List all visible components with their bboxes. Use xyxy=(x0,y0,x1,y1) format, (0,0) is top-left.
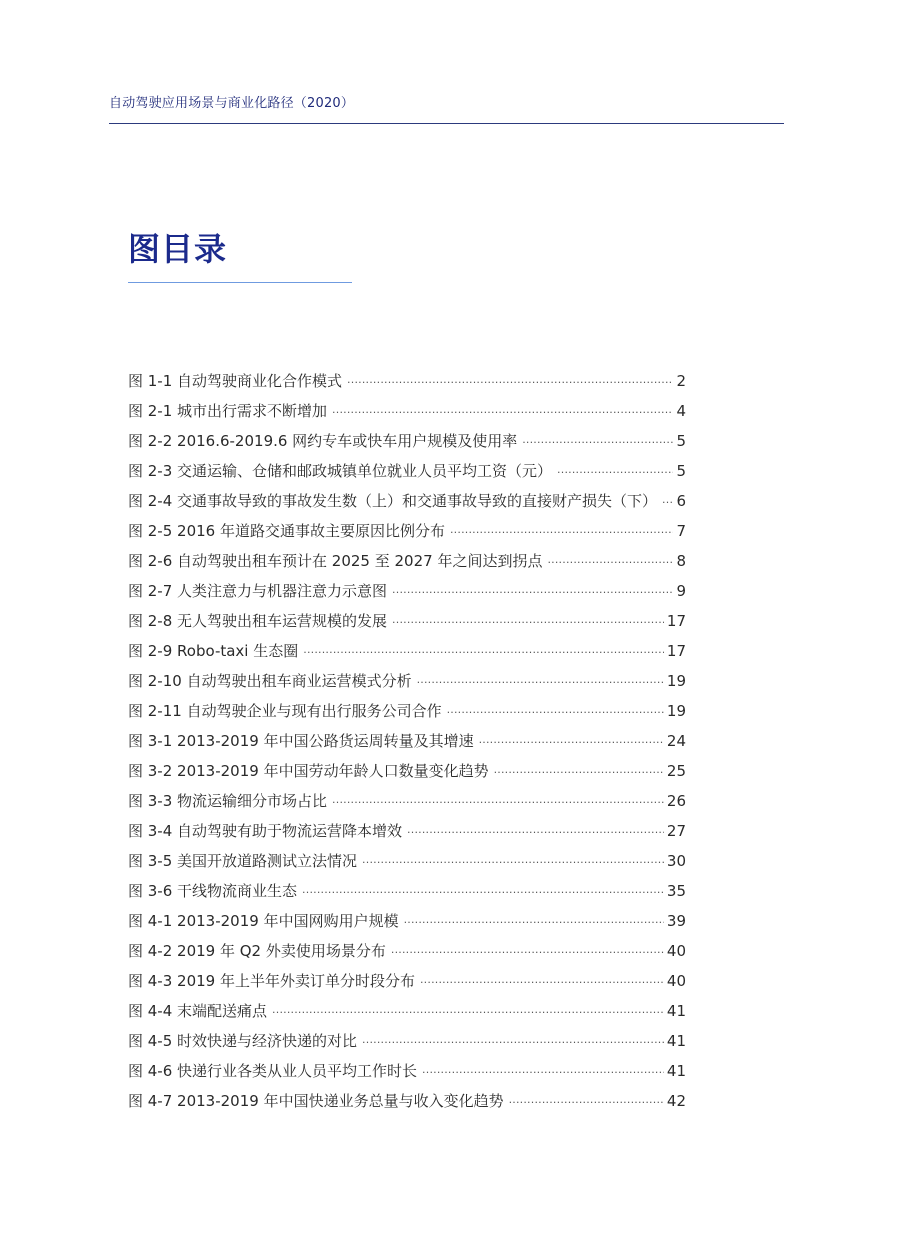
toc-entry-page-number: 19 xyxy=(666,672,686,690)
toc-entry-page-number: 17 xyxy=(666,642,686,660)
toc-entry[interactable] xyxy=(128,516,686,546)
toc-entry-page-number: 4 xyxy=(676,402,686,420)
toc-dot-leader xyxy=(407,818,664,848)
toc-entry-page-number: 26 xyxy=(666,792,686,810)
toc-entry-label: 图 3-6 干线物流商业生态 xyxy=(128,882,298,900)
toc-entry-label: 图 4-3 2019 年上半年外卖订单分时段分布 xyxy=(128,972,415,990)
toc-entry[interactable] xyxy=(128,936,686,966)
toc-dot-leader xyxy=(557,458,673,488)
toc-entry-label: 图 3-2 2013-2019 年中国劳动年龄人口数量变化趋势 xyxy=(128,762,489,780)
toc-entry-page-number: 40 xyxy=(666,972,686,990)
toc-entry-label: 图 2-5 2016 年道路交通事故主要原因比例分布 xyxy=(128,522,445,540)
toc-dot-leader xyxy=(332,398,673,428)
toc-entry[interactable] xyxy=(128,396,686,426)
toc-entry-label: 图 4-1 2013-2019 年中国网购用户规模 xyxy=(128,912,399,930)
toc-entry-page-number: 8 xyxy=(676,552,686,570)
toc-dot-leader xyxy=(392,608,664,638)
toc-entry[interactable] xyxy=(128,846,686,876)
toc-entry-label: 图 3-4 自动驾驶有助于物流运营降本增效 xyxy=(128,822,403,840)
toc-entry-label: 图 2-10 自动驾驶出租车商业运营模式分析 xyxy=(128,672,412,690)
toc-entry-label: 图 2-9 Robo-taxi 生态圈 xyxy=(128,642,299,660)
toc-entry-label: 图 2-3 交通运输、仓储和邮政城镇单位就业人员平均工资（元） xyxy=(128,462,553,480)
toc-entry[interactable] xyxy=(128,606,686,636)
toc-entry[interactable] xyxy=(128,1056,686,1086)
toc-dot-leader xyxy=(479,728,664,758)
toc-entry-page-number: 42 xyxy=(666,1092,686,1110)
toc-dot-leader xyxy=(422,1058,664,1088)
toc-dot-leader xyxy=(332,788,664,818)
toc-entry-label: 图 2-7 人类注意力与机器注意力示意图 xyxy=(128,582,388,600)
toc-entry[interactable] xyxy=(128,726,686,756)
toc-entry[interactable] xyxy=(128,666,686,696)
toc-entry[interactable] xyxy=(128,696,686,726)
toc-dot-leader xyxy=(347,368,673,398)
figure-list xyxy=(128,366,686,1116)
toc-entry-label: 图 2-4 交通事故导致的事故发生数（上）和交通事故导致的直接财产损失（下） xyxy=(128,492,658,510)
toc-dot-leader xyxy=(392,578,673,608)
toc-dot-leader xyxy=(391,938,664,968)
toc-entry[interactable] xyxy=(128,576,686,606)
toc-entry-page-number: 6 xyxy=(676,492,686,510)
toc-entry-label: 图 4-6 快递行业各类从业人员平均工作时长 xyxy=(128,1062,418,1080)
document-header-title: 自动驾驶应用场景与商业化路径（2020） xyxy=(109,96,355,111)
toc-entry-label: 图 2-11 自动驾驶企业与现有出行服务公司合作 xyxy=(128,702,442,720)
toc-entry[interactable] xyxy=(128,1086,686,1116)
toc-entry-page-number: 7 xyxy=(676,522,686,540)
toc-entry-page-number: 35 xyxy=(666,882,686,900)
toc-entry-label: 图 2-8 无人驾驶出租车运营规模的发展 xyxy=(128,612,388,630)
toc-entry-label: 图 1-1 自动驾驶商业化合作模式 xyxy=(128,372,343,390)
toc-entry[interactable] xyxy=(128,816,686,846)
toc-dot-leader xyxy=(272,998,664,1028)
toc-entry-label: 图 3-3 物流运输细分市场占比 xyxy=(128,792,328,810)
toc-dot-leader xyxy=(302,878,664,908)
toc-entry-page-number: 17 xyxy=(666,612,686,630)
header-divider xyxy=(109,123,784,124)
toc-dot-leader xyxy=(547,548,673,578)
toc-entry[interactable] xyxy=(128,426,686,456)
toc-entry-label: 图 2-6 自动驾驶出租车预计在 2025 至 2027 年之间达到拐点 xyxy=(128,552,543,570)
toc-entry-page-number: 41 xyxy=(666,1002,686,1020)
toc-entry[interactable] xyxy=(128,786,686,816)
toc-entry-page-number: 9 xyxy=(676,582,686,600)
toc-entry-label: 图 3-5 美国开放道路测试立法情况 xyxy=(128,852,358,870)
toc-entry-page-number: 40 xyxy=(666,942,686,960)
title-underline xyxy=(128,282,352,283)
toc-entry-page-number: 30 xyxy=(666,852,686,870)
toc-entry-label: 图 2-2 2016.6-2019.6 网约专车或快车用户规模及使用率 xyxy=(128,432,518,450)
toc-entry-page-number: 27 xyxy=(666,822,686,840)
toc-entry[interactable] xyxy=(128,636,686,666)
toc-entry-label: 图 4-7 2013-2019 年中国快递业务总量与收入变化趋势 xyxy=(128,1092,504,1110)
toc-entry-page-number: 41 xyxy=(666,1062,686,1080)
toc-entry-page-number: 24 xyxy=(666,732,686,750)
toc-entry-page-number: 25 xyxy=(666,762,686,780)
toc-entry[interactable] xyxy=(128,366,686,396)
toc-entry[interactable] xyxy=(128,996,686,1026)
toc-entry[interactable] xyxy=(128,546,686,576)
toc-entry-label: 图 3-1 2013-2019 年中国公路货运周转量及其增速 xyxy=(128,732,474,750)
toc-entry-page-number: 39 xyxy=(666,912,686,930)
toc-dot-leader xyxy=(450,518,673,548)
toc-entry[interactable] xyxy=(128,456,686,486)
toc-entry-page-number: 2 xyxy=(676,372,686,390)
toc-entry-page-number: 41 xyxy=(666,1032,686,1050)
toc-dot-leader xyxy=(509,1088,664,1118)
toc-dot-leader xyxy=(447,698,664,728)
toc-dot-leader xyxy=(522,428,673,458)
toc-dot-leader xyxy=(662,488,673,518)
toc-entry[interactable] xyxy=(128,486,686,516)
toc-dot-leader xyxy=(303,638,664,668)
toc-entry[interactable] xyxy=(128,1026,686,1056)
page-title: 图目录 xyxy=(128,230,228,268)
toc-entry-label: 图 4-5 时效快递与经济快递的对比 xyxy=(128,1032,358,1050)
toc-entry-page-number: 5 xyxy=(676,432,686,450)
toc-entry[interactable] xyxy=(128,756,686,786)
toc-entry-label: 图 4-2 2019 年 Q2 外卖使用场景分布 xyxy=(128,942,386,960)
toc-dot-leader xyxy=(420,968,664,998)
toc-entry[interactable] xyxy=(128,876,686,906)
toc-entry[interactable] xyxy=(128,966,686,996)
toc-dot-leader xyxy=(417,668,664,698)
toc-entry-label: 图 4-4 末端配送痛点 xyxy=(128,1002,268,1020)
toc-entry[interactable] xyxy=(128,906,686,936)
toc-dot-leader xyxy=(494,758,664,788)
toc-entry-label: 图 2-1 城市出行需求不断增加 xyxy=(128,402,328,420)
toc-entry-page-number: 19 xyxy=(666,702,686,720)
toc-dot-leader xyxy=(362,848,664,878)
toc-entry-page-number: 5 xyxy=(676,462,686,480)
toc-dot-leader xyxy=(404,908,664,938)
toc-dot-leader xyxy=(362,1028,664,1058)
